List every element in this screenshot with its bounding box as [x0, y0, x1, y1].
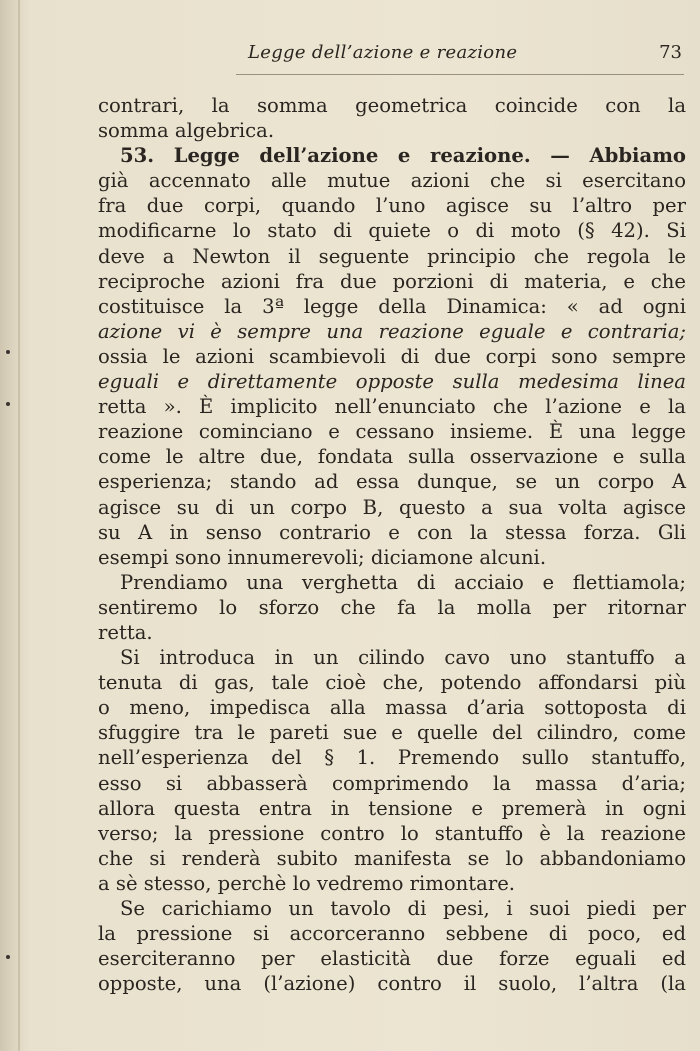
- text-line: reazione cominciano e cessano insieme. È una legge: [98, 420, 686, 444]
- text-line: reciproche azioni fra due porzioni di materia, e che: [98, 269, 686, 293]
- text-line: Se carichiamo un tavolo di pesi, i suoi piedi per: [120, 897, 686, 920]
- text-line: o meno, impedisca alla massa d’aria sottoposta di: [98, 696, 686, 720]
- text-line: contrari, la somma geometrica coincide con la: [98, 94, 686, 117]
- header-rule: [236, 74, 684, 75]
- text-line: modificarne lo stato di quiete o di moto (§ 42). Si: [98, 219, 686, 243]
- text-line: come le altre due, fondata sulla osservazione e sulla: [98, 445, 686, 469]
- text-line: Si introduca in un cilindo cavo uno stantuffo a: [120, 646, 686, 670]
- text-line: a sè stesso, perchè lo vedremo rimontare.: [98, 871, 516, 895]
- text-line: allora questa entra in tensione e premerà in ogni: [98, 796, 686, 820]
- body-text: [98, 93, 686, 996]
- text-line: agisce su di un corpo B, questo a sua volta agisce: [98, 495, 686, 519]
- text-line: tenuta di gas, tale cioè che, potendo affondarsi più: [98, 671, 686, 695]
- quote-line: ossia le azioni scambievoli di due corpi sono sempre: [98, 344, 686, 368]
- text-line: sfuggire tra le pareti sue e quelle del cilindro, come: [98, 721, 686, 745]
- text-line: esempi sono innumerevoli; diciamone alcuni.: [98, 545, 547, 569]
- text-line: fra due corpi, quando l’uno agisce su l’altro per: [98, 194, 686, 218]
- section-heading-line: 53. Legge dell’azione e reazione. — Abbiamo: [120, 144, 686, 168]
- text-line: verso; la pressione contro lo stantuffo è la reazione: [98, 821, 686, 845]
- text-line: eserciteranno per elasticità due forze eguali ed: [98, 947, 686, 971]
- quote-line: azione vi è sempre una reazione eguale e contraria;: [98, 319, 686, 343]
- text-line: che si renderà subito manifesta se lo abbandoniamo: [98, 846, 686, 870]
- margin-mark: [6, 350, 10, 354]
- text-line: sentiremo lo sforzo che fa la molla per ritornar: [98, 595, 686, 619]
- text-line: retta.: [98, 620, 153, 644]
- page-number: 73: [659, 42, 682, 63]
- text-line: esperienza; stando ad essa dunque, se un corpo A: [98, 470, 686, 494]
- text-line: retta ». È implicito nell’enunciato che l’azione e la: [98, 395, 686, 419]
- text-line: Prendiamo una verghetta di acciaio e flettiamola;: [120, 570, 686, 594]
- margin-mark: [6, 402, 10, 406]
- text-line: esso si abbasserà comprimendo la massa d’aria;: [98, 771, 686, 795]
- text-line: deve a Newton il seguente principio che regola le: [98, 244, 686, 268]
- text-line: già accennato alle mutue azioni che si esercitano: [98, 169, 686, 193]
- text-line: su A in senso contrario e con la stessa forza. Gli: [98, 520, 686, 544]
- quote-line: eguali e direttamente opposte sulla medesima linea: [98, 370, 686, 394]
- text-line: costituisce la 3ª legge della Dinamica: « ad ogni: [98, 294, 686, 318]
- text-line: la pressione si accorceranno sebbene di poco, ed: [98, 922, 686, 946]
- page-gutter: [18, 0, 20, 1051]
- text-line: opposte, una (l’azione) contro il suolo, l’altra (la: [98, 972, 686, 996]
- text-line: somma algebrica.: [98, 119, 275, 143]
- page-header: [98, 40, 686, 68]
- running-title: Legge dell’azione e reazione: [248, 42, 518, 63]
- text-line: nell’esperienza del § 1. Premendo sullo stantuffo,: [98, 746, 686, 770]
- margin-mark: [6, 955, 10, 959]
